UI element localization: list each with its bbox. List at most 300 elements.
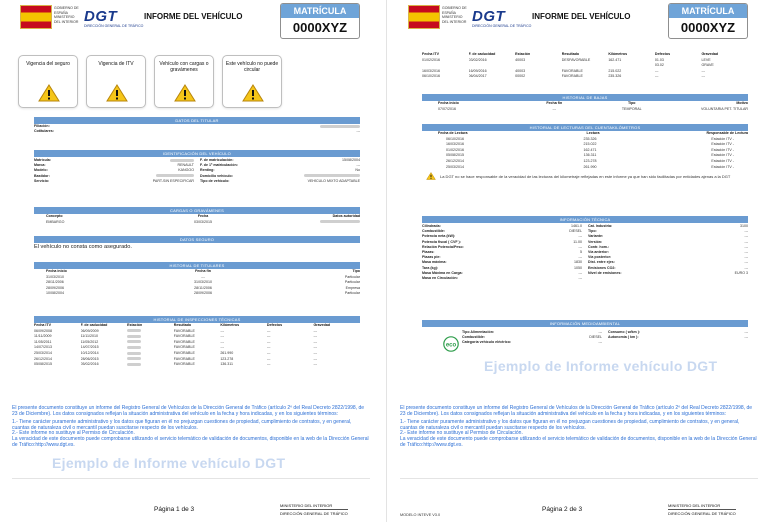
- table-cell: FAVORABLE: [173, 339, 195, 344]
- table-cell: Nivel de emisiones:: [588, 270, 622, 275]
- table-cell: DIESEL: [569, 229, 582, 234]
- plate-box: [280, 3, 360, 39]
- section-technical: [422, 216, 748, 281]
- table-cell: FAVORABLE: [561, 74, 583, 79]
- alert-card-label: Vigencia del seguro: [26, 61, 70, 67]
- table-cell: [255, 220, 360, 226]
- table-cell: Cat. Industria:: [588, 224, 613, 228]
- table-cell: ---: [356, 129, 360, 134]
- table-cell: Relación Potencia/Peso:: [422, 244, 464, 249]
- table-cell: Estación: [127, 323, 143, 327]
- divider: [400, 478, 758, 479]
- table-cell: ---: [598, 340, 602, 345]
- section-environmental: [422, 320, 748, 346]
- table-cell: 10/12/2014: [80, 350, 99, 355]
- table-cell: ---: [313, 339, 318, 344]
- legal-footer: [12, 406, 370, 448]
- table-cell: 136.311: [220, 362, 234, 367]
- table-cell: Categoría vehículo eléctrico:: [462, 340, 512, 345]
- table-cell: 215.022: [583, 142, 597, 147]
- alert-card-circulation: [222, 55, 282, 108]
- legal-paragraph: 2.- Este informe no sustituye al Permiso de Circulación.: [12, 430, 135, 437]
- table-cell: Servicio:: [34, 178, 50, 183]
- redacted-value: [127, 352, 141, 355]
- redacted-value: [320, 125, 360, 128]
- section-owner-title: DATOS DEL TITULAR: [34, 117, 360, 124]
- table-cell: ---: [654, 74, 659, 79]
- table-cell: Contr. hom.:: [588, 244, 610, 249]
- table-cell: Fecha fin: [546, 101, 563, 105]
- table-cell: Fecha fin: [195, 269, 211, 273]
- table-cell: Masa máxima:: [422, 260, 447, 265]
- table-cell: ---: [578, 244, 582, 249]
- redacted-value: [127, 357, 141, 360]
- table-cell: Particular: [344, 274, 361, 279]
- table-cell: 05/08/2015: [446, 153, 464, 158]
- report-header: [4, 0, 378, 44]
- dgt-logo: DGT: [472, 8, 506, 25]
- table-cell: 05/02/2016: [80, 362, 99, 367]
- table-cell: 40003: [515, 57, 526, 62]
- table-cell: ---: [220, 328, 224, 333]
- table-cell: Estación ITV -: [711, 153, 734, 158]
- environmental-row: [608, 335, 748, 340]
- table-cell: MINISTERIO DEL INTERIOR: [668, 503, 721, 508]
- table-cell: 1830: [574, 260, 582, 265]
- table-cell: 162.471: [608, 57, 622, 62]
- table-cell: ---: [578, 234, 582, 239]
- inspection-row: [422, 74, 748, 80]
- table-cell: ---: [266, 345, 271, 350]
- dgt-logo-subtitle: DIRECCIÓN GENERAL DE TRÁFICO: [472, 24, 532, 28]
- table-cell: ---: [578, 276, 582, 281]
- warning-icon: [174, 84, 196, 102]
- report-header: [392, 0, 766, 44]
- table-cell: F. de caducidad: [80, 323, 108, 327]
- table-cell: 14/07/2013: [34, 345, 52, 350]
- vehicle-id-right: [200, 158, 360, 184]
- table-cell: Responsable de Lectura: [706, 131, 748, 135]
- section-charges: [34, 207, 360, 225]
- table-cell: 235.326: [583, 136, 597, 141]
- table-cell: ---: [744, 234, 748, 239]
- table-cell: FAVORABLE: [173, 345, 195, 350]
- table-cell: 261.990: [220, 350, 234, 355]
- table-cell: ---: [266, 362, 271, 367]
- table-cell: 40003: [515, 68, 526, 73]
- table-cell: eco: [445, 342, 457, 349]
- table-cell: 261.990: [583, 164, 597, 169]
- legal-paragraph: 1.- Tiene carácter puramente administrativo y los datos que figuran en él no prejuzgan cuestiones de propiedad, cumplimiento de contratos, y en general, cuantas de naturaleza civil o mercantil puedan suscitarse respecto de los vehículos.: [12, 419, 352, 431]
- table-cell: ---: [266, 339, 271, 344]
- deregistration-row: [422, 107, 748, 113]
- table-cell: Combustible:: [422, 229, 445, 234]
- table-cell: Potencia neta (kW):: [422, 234, 456, 239]
- table-cell: VOLUNTARIA PET. TITULAR: [701, 106, 748, 111]
- table-cell: RENAULT: [177, 163, 194, 168]
- table-cell: 3100: [740, 224, 748, 228]
- table-cell: Tipo:: [588, 229, 597, 234]
- table-cell: ---: [578, 255, 582, 260]
- table-cell: Estación ITV -: [711, 142, 734, 147]
- table-cell: 31/03/2010: [194, 280, 212, 285]
- table-cell: 06/10/2016: [446, 136, 464, 141]
- report-title: INFORME DEL VEHÍCULO: [532, 12, 631, 21]
- legal-paragraph: La veracidad de este documento puede comprobarse utilizando el servicio telemático de validación de documentos, disponible en la web de la Dirección General de Tráfico:http://www.dgt.es.: [12, 435, 369, 448]
- table-cell: Variante:: [588, 234, 604, 239]
- table-cell: 215.022: [608, 68, 622, 73]
- table-cell: 11/05/2012: [80, 339, 99, 344]
- table-cell: 11/11/2009: [34, 334, 52, 339]
- table-cell: Domicilio vehículo:: [200, 173, 233, 178]
- table-cell: PART-SIN ESPECIFICAR: [152, 178, 194, 183]
- table-cell: Fecha de Lectura: [438, 131, 468, 135]
- odometer-row: [422, 165, 748, 171]
- owner-row: [34, 129, 360, 134]
- plate-box: [668, 3, 748, 39]
- table-cell: Gravedad: [313, 323, 331, 327]
- table-cell: 28/09/2006: [46, 285, 64, 290]
- table-cell: FAVORABLE: [173, 328, 195, 333]
- table-cell: 11/11/2010: [80, 334, 99, 339]
- table-cell: Resultado: [173, 323, 192, 327]
- table-cell: GRAVE: [701, 63, 714, 68]
- table-cell: La DGT no se hace responsable de la veracidad de las lecturas del kilometraje reflejadas en este informe ya que han sido facilitadas por entidades ajenas a la DGT: [440, 173, 731, 179]
- alert-card-label: Este vehículo no puede circular: [225, 61, 279, 73]
- table-cell: 01/02/2016: [422, 57, 440, 62]
- table-cell: ---: [313, 334, 318, 339]
- table-cell: Bastidor:: [34, 173, 50, 178]
- table-cell: ---: [220, 345, 224, 350]
- table-cell: Plazas:: [422, 250, 435, 255]
- table-cell: Marca:: [34, 163, 46, 168]
- table-cell: Gravedad: [701, 52, 719, 56]
- table-cell: 11/05/2011: [34, 339, 52, 344]
- table-cell: 28/09/2006: [194, 291, 212, 296]
- table-cell: 1050: [574, 265, 582, 270]
- alert-card-insurance: [18, 55, 78, 108]
- ministry-signature: [280, 503, 348, 516]
- plate-label: MATRÍCULA: [281, 4, 359, 18]
- alert-cards: [18, 55, 368, 108]
- table-cell: ---: [744, 229, 748, 234]
- table-cell: FAVORABLE: [173, 356, 195, 361]
- table-cell: Tipo de vehículo:: [200, 178, 230, 183]
- table-cell: ---: [744, 260, 748, 265]
- table-cell: FAVORABLE: [173, 334, 195, 339]
- legal-footer: [400, 406, 758, 448]
- table-cell: MINISTERIO DEL INTERIOR: [280, 503, 333, 508]
- table-cell: ---: [701, 74, 706, 79]
- table-cell: 25/03/2014: [34, 350, 52, 355]
- table-cell: 28/06/2015: [80, 356, 99, 361]
- section-insurance-title: DATOS SEGURO: [34, 236, 360, 243]
- warning-icon: [242, 84, 264, 102]
- table-cell: 28/11/2006: [46, 280, 64, 285]
- table-cell: Tara (kg):: [422, 265, 439, 270]
- table-cell: Autonomía ( km ):: [608, 335, 639, 340]
- odometer-disclaimer: [422, 170, 748, 182]
- redacted-value: [127, 329, 141, 332]
- table-cell: 28/11/2006: [194, 285, 212, 290]
- table-cell: ---: [266, 350, 271, 355]
- charges-row: [34, 220, 360, 226]
- redacted-value: [170, 159, 194, 162]
- section-charges-title: CARGAS O GRAVÁMENES: [34, 207, 360, 214]
- section-owner-history: [34, 262, 360, 297]
- table-cell: Vía posterior:: [588, 255, 612, 260]
- table-cell: ---: [266, 328, 271, 333]
- plate-number: 0000XYZ: [292, 20, 348, 35]
- table-cell: Kilómetros: [608, 52, 628, 56]
- table-cell: ---: [744, 335, 748, 340]
- table-cell: 26/12/2014: [446, 158, 464, 163]
- watermark-text: Ejemplo de Informe vehículo DGT: [484, 358, 718, 374]
- table-cell: ---: [313, 328, 318, 333]
- section-deregistrations: [422, 94, 748, 112]
- table-cell: ---: [313, 362, 318, 367]
- table-cell: ---: [220, 334, 224, 339]
- section-environmental-title: INFORMACIÓN MEDIOAMBIENTAL: [422, 320, 748, 327]
- section-odometer-title: HISTORIAL DE LECTURAS DEL CUENTAKILÓMETROS: [422, 124, 748, 131]
- table-cell: FAVORABLE: [173, 350, 195, 355]
- table-cell: FAVORABLE: [173, 362, 195, 367]
- redacted-value: [156, 174, 194, 177]
- spain-coat-of-arms-logo: [408, 5, 440, 29]
- table-cell: [127, 362, 174, 368]
- table-cell: ---: [313, 345, 318, 350]
- table-cell: 11.00: [573, 239, 582, 244]
- section-technical-title: INFORMACIÓN TÉCNICA: [422, 216, 748, 223]
- environmental-row: [462, 340, 602, 345]
- government-label: GOBIERNO DE ESPAÑA MINISTERIO DEL INTERIOR: [442, 6, 467, 24]
- table-cell: ---: [552, 106, 557, 111]
- table-cell: 03/03/2015: [194, 219, 212, 224]
- inspection-row: [34, 362, 360, 368]
- section-inspections: [34, 316, 360, 368]
- table-cell: Resultado: [561, 52, 580, 56]
- table-cell: DIRECCIÓN GENERAL DE TRÁFICO: [280, 511, 348, 516]
- table-cell: Datos autoridad: [332, 214, 361, 218]
- report-page-2: [392, 0, 766, 522]
- table-cell: Concepto: [46, 214, 63, 218]
- table-cell: Estación ITV -: [711, 158, 734, 163]
- eco-badge-icon: [440, 336, 462, 352]
- table-cell: KANGOO: [178, 168, 194, 173]
- table-cell: 06/10/2016: [422, 74, 440, 79]
- table-cell: Estación ITV -: [711, 147, 734, 152]
- table-cell: Motivo: [736, 101, 748, 105]
- table-cell: 07/07/2016: [438, 106, 456, 111]
- report-title: INFORME DEL VEHÍCULO: [144, 12, 243, 21]
- table-cell: Masa Máxima en Carga:: [422, 270, 463, 275]
- table-cell: F. de caducidad: [468, 52, 496, 56]
- table-cell: 14/07/2015: [80, 345, 99, 350]
- owner-history-row: [34, 291, 360, 297]
- alert-card-label: Vehículo con cargas o gravámenes: [159, 61, 209, 73]
- table-cell: DESFAVORABLE: [561, 57, 591, 62]
- redacted-value: [127, 363, 141, 366]
- report-page-1: [4, 0, 378, 522]
- table-cell: Fecha inicio: [46, 269, 67, 273]
- table-cell: ---: [201, 274, 205, 279]
- table-cell: 06/09/2009: [80, 328, 99, 333]
- vehicle-id-row: [200, 179, 360, 184]
- table-cell: 162.471: [583, 147, 597, 152]
- table-cell: Particular: [344, 291, 361, 296]
- table-cell: 31/03/2010: [46, 274, 64, 279]
- table-cell: Fecha inicio: [438, 101, 459, 105]
- table-cell: 06/09/2008: [34, 328, 52, 333]
- table-cell: ---: [313, 350, 318, 355]
- table-cell: Tipo: [352, 269, 361, 273]
- environmental-right: [608, 330, 748, 346]
- table-cell: 10/08/2004: [46, 291, 64, 296]
- table-cell: Consumo ( w/km ):: [608, 330, 641, 334]
- table-cell: F. de 1ª matriculación:: [200, 163, 238, 168]
- table-cell: ---: [744, 265, 748, 270]
- table-cell: Tipo Alimentación:: [462, 330, 495, 334]
- table-cell: Dist. entre ejes:: [588, 260, 615, 265]
- table-cell: ---: [744, 255, 748, 260]
- section-deregistrations-title: HISTORIAL DE BAJAS: [422, 94, 748, 101]
- vehicle-id-left: [34, 158, 194, 184]
- table-cell: ---: [744, 244, 748, 249]
- legal-paragraph: 1.- Tiene carácter puramente administrativo y los datos que figuran en él no prejuzgan cuestiones de propiedad, cumplimiento de contratos, y en general, cuantas de naturaleza civil o mercantil puedan suscitarse respecto de los vehículos.: [400, 419, 740, 431]
- vehicle-id-row: [34, 179, 194, 184]
- warning-icon: [38, 84, 60, 102]
- table-cell: Kilómetros: [220, 323, 240, 327]
- table-cell: Filiación:: [34, 124, 50, 128]
- table-cell: ---: [356, 163, 360, 168]
- alert-card-charges: [154, 55, 214, 108]
- government-label: GOBIERNO DE ESPAÑA MINISTERIO DEL INTERIOR: [54, 6, 79, 24]
- plate-number: 0000XYZ: [680, 20, 736, 35]
- page-number: Página 2 de 3: [542, 506, 583, 513]
- page-separator: [386, 0, 387, 522]
- legal-paragraph: 2.- Este informe no sustituye al Permiso de Circulación.: [400, 430, 523, 437]
- table-cell: Cilindrada:: [422, 224, 441, 228]
- table-cell: ---: [598, 330, 602, 334]
- technical-row: [588, 271, 748, 276]
- section-inspections-title: HISTORIAL DE INSPECCIONES TÉCNICAS: [34, 316, 360, 323]
- table-cell: 16/09/2016: [468, 68, 487, 73]
- table-cell: Potencia fiscal ( CVF ):: [422, 239, 461, 244]
- model-version: MODELO INTEVE V3.0: [400, 513, 441, 517]
- warning-icon: [426, 172, 436, 180]
- dgt-logo-subtitle: DIRECCIÓN GENERAL DE TRÁFICO: [84, 24, 144, 28]
- table-cell: ---: [701, 68, 706, 73]
- spain-coat-of-arms-logo: [20, 5, 52, 29]
- table-cell: 05/08/2015: [34, 362, 52, 367]
- table-cell: ---: [744, 330, 748, 334]
- table-cell: ---: [744, 250, 748, 255]
- table-cell: 06/04/2017: [468, 74, 487, 79]
- table-cell: Empresa: [345, 285, 361, 290]
- watermark-text: Ejemplo de Informe vehículo DGT: [52, 455, 286, 471]
- legal-paragraph: El presente documento constituye un informe del Registro General de Vehículos de la Dirección General de Tráfico (artículo 2º del Real Decreto 2822/1998, de 23 de Diciembre). Los datos consignados reflejan la situación administrativa del vehículo en la fecha y hora indicadas, y en los siguientes términos:: [400, 405, 753, 417]
- table-cell: Masa en Circulación:: [422, 276, 458, 281]
- section-vehicle-id-title: IDENTIFICACIÓN DEL VEHÍCULO: [34, 150, 360, 157]
- table-cell: Particular: [344, 280, 361, 285]
- table-cell: Estación: [515, 52, 531, 56]
- table-cell: Plazas pie:: [422, 255, 441, 260]
- table-cell: No: [355, 168, 360, 173]
- table-cell: Defectos: [654, 52, 671, 56]
- alert-card-itv: [86, 55, 146, 108]
- table-cell: Lectura: [586, 131, 600, 135]
- redacted-value: [127, 340, 141, 343]
- table-cell: ---: [266, 356, 271, 361]
- table-cell: 25/03/2014: [446, 164, 464, 169]
- dgt-logo: DGT: [84, 8, 118, 25]
- table-cell: Fecha ITV: [34, 323, 51, 327]
- table-cell: 1461.0: [571, 224, 582, 228]
- table-cell: TEMPORAL: [621, 106, 642, 111]
- table-cell: ---: [266, 334, 271, 339]
- legal-paragraph: El presente documento constituye un informe del Registro General de Vehículos de la Dirección General de Tráfico (artículo 2º del Real Decreto 2822/1998, de 23 de Diciembre). Los datos consignados reflejan la situación administrativa del vehículo en la fecha y hora indicadas, y en los siguientes términos:: [12, 405, 365, 417]
- table-cell: Fecha: [197, 214, 209, 218]
- insurance-status-text: El vehículo no consta como asegurado.: [34, 244, 132, 250]
- redacted-value: [304, 174, 360, 177]
- section-vehicle-id: [34, 150, 360, 184]
- table-cell: DIESEL: [589, 335, 602, 340]
- table-cell: ---: [578, 270, 582, 275]
- redacted-value: [127, 335, 141, 338]
- plate-label: MATRÍCULA: [669, 4, 747, 18]
- table-cell: 136.311: [583, 153, 597, 158]
- technical-right: [588, 224, 748, 281]
- section-odometer: [422, 124, 748, 182]
- environmental-left: [462, 330, 602, 346]
- alert-card-label: Vigencia de ITV: [98, 61, 134, 67]
- table-cell: 16/03/2016: [422, 68, 440, 73]
- table-cell: Vía anterior:: [588, 250, 609, 255]
- ministry-signature: [668, 503, 736, 516]
- section-insurance: [34, 236, 360, 252]
- table-cell: 03.02: [654, 63, 664, 68]
- table-cell: Combustible:: [462, 335, 485, 340]
- table-cell: Versión:: [588, 239, 603, 244]
- table-cell: Fecha ITV: [422, 52, 439, 56]
- technical-row: [422, 276, 582, 281]
- section-inspections-continued: [422, 52, 748, 80]
- table-cell: 01.03: [654, 57, 664, 62]
- table-cell: Matrícula:: [34, 158, 51, 162]
- technical-left: [422, 224, 582, 281]
- table-cell: FAVORABLE: [561, 68, 583, 73]
- table-cell: EURO 3: [734, 270, 748, 275]
- redacted-value: [127, 346, 141, 349]
- section-owner: [34, 117, 360, 134]
- table-cell: Estación ITV -: [711, 136, 734, 141]
- redacted-value: [320, 220, 360, 223]
- table-cell: 26/12/2014: [34, 356, 52, 361]
- table-cell: 15/08/2004: [342, 158, 360, 162]
- table-cell: F. de matriculación:: [200, 158, 234, 162]
- table-cell: 01/02/2016: [446, 147, 464, 152]
- table-cell: ---: [744, 239, 748, 244]
- table-cell: Renting:: [200, 168, 215, 173]
- table-cell: Cotitulares:: [34, 129, 54, 134]
- table-cell: 123.278: [220, 356, 234, 361]
- table-cell: ---: [313, 356, 318, 361]
- page-number: Página 1 de 3: [154, 506, 195, 513]
- table-cell: 123.278: [583, 158, 597, 163]
- table-cell: EMBARGO: [46, 219, 65, 224]
- table-cell: LEVE: [701, 57, 711, 62]
- table-cell: VEHÍCULO MIXTO ADAPTABLE: [307, 178, 360, 183]
